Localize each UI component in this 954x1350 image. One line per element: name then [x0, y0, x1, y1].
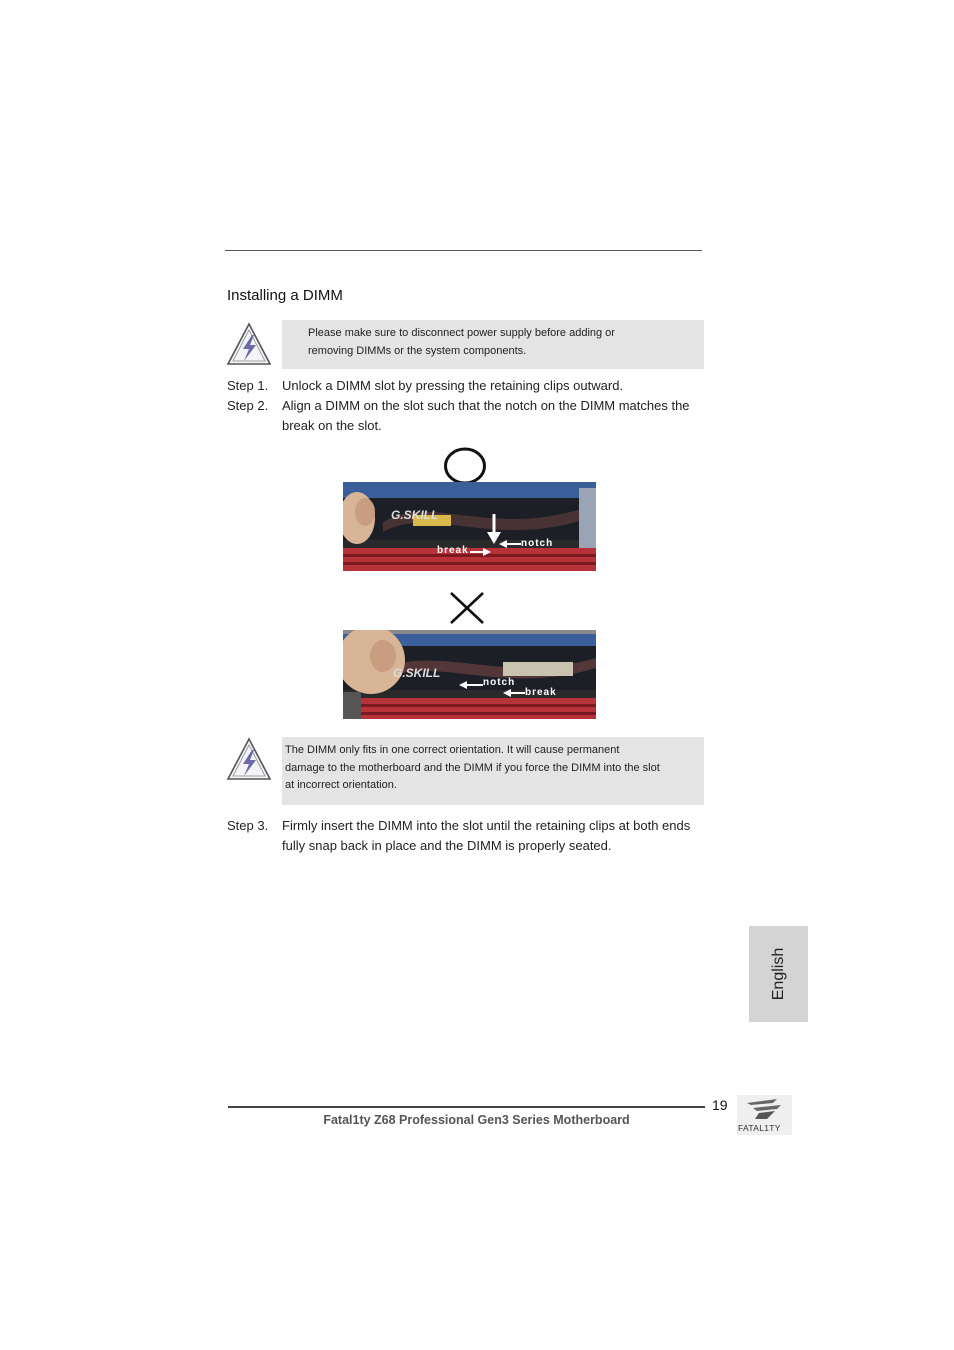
footer-title: Fatal1ty Z68 Professional Gen3 Series Motherboard — [323, 1113, 630, 1127]
footer-divider — [228, 1106, 705, 1108]
header-divider — [225, 250, 702, 251]
language-label: English — [769, 947, 787, 1001]
note-line: at incorrect orientation. — [285, 779, 397, 791]
brand-label: G.SKILL — [391, 508, 439, 522]
step-label: Step 3. — [227, 818, 269, 833]
logo-text: FATAL1TY — [738, 1123, 781, 1133]
step-text: fully snap back in place and the DIMM is properly seated. — [282, 837, 612, 853]
warning-note-power — [282, 320, 704, 369]
step-text-block — [282, 396, 702, 435]
warning-icon — [225, 321, 273, 367]
fatal1ty-logo-icon — [737, 1095, 792, 1123]
warning-icon — [225, 736, 273, 782]
step-3 — [227, 816, 707, 856]
note-line: The DIMM only fits in one correct orientation. It will cause permanent — [285, 744, 620, 756]
brand-label: G.SKILL — [393, 666, 441, 680]
step-2 — [227, 396, 707, 436]
break-label: break — [437, 545, 469, 556]
step-1 — [227, 376, 707, 396]
section-title: Installing a DIMM — [227, 287, 343, 304]
note-line: damage to the motherboard and the DIMM if you force the DIMM into the slot — [285, 761, 660, 774]
break-label: break — [525, 687, 557, 698]
language-side-tab — [749, 926, 808, 1022]
step-text: Firmly insert the DIMM into the slot until the retaining clips at both ends — [282, 818, 691, 833]
step-text: break on the slot. — [282, 417, 382, 433]
fatal1ty-logo — [737, 1095, 792, 1135]
incorrect-orientation-icon — [448, 590, 486, 631]
warning-note-orientation — [282, 737, 704, 805]
step-text-block — [282, 816, 702, 855]
note-line: removing DIMMs or the system components. — [308, 344, 527, 357]
page-number: 19 — [712, 1097, 728, 1113]
dimm-correct-photo — [343, 482, 596, 571]
step-label: Step 1. — [227, 378, 269, 393]
notch-label: notch — [483, 677, 516, 688]
step-label: Step 2. — [227, 398, 269, 413]
dimm-incorrect-photo — [343, 630, 596, 719]
step-text: Unlock a DIMM slot by pressing the retaining clips outward. — [282, 378, 624, 393]
note-line: Please make sure to disconnect power supply before adding or — [308, 327, 615, 339]
step-text: Align a DIMM on the slot such that the notch on the DIMM matches the — [282, 398, 690, 413]
notch-label: notch — [521, 538, 554, 549]
